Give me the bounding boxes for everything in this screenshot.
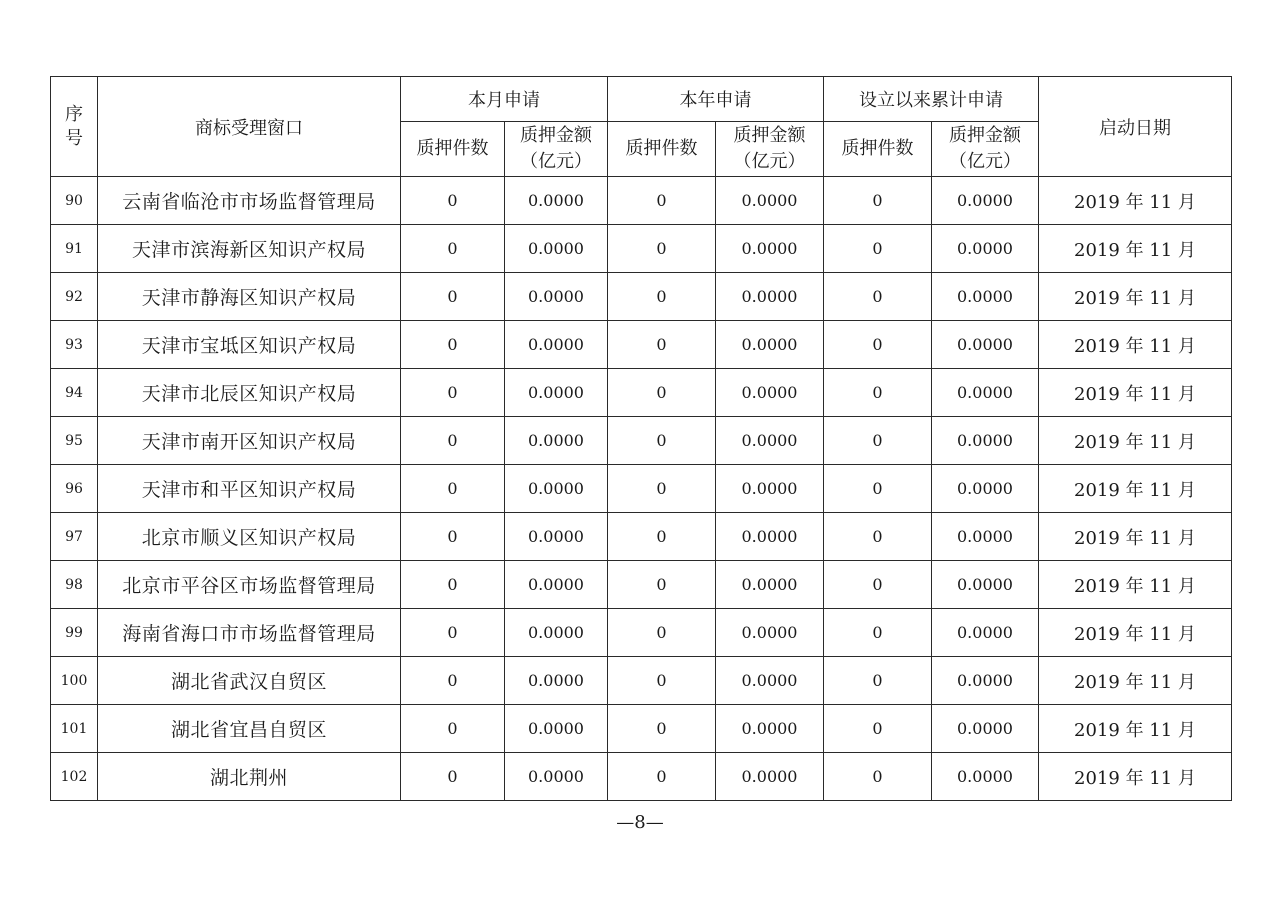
cell-seq: 92 (51, 273, 98, 321)
cell-total-count: 0 (824, 273, 932, 321)
cell-start-date: 2019 年 11 月 (1039, 657, 1232, 705)
cell-year-count: 0 (608, 177, 716, 225)
cell-month-amount: 0.0000 (505, 753, 608, 801)
header-month-amount: 质押金额 （亿元） (505, 122, 608, 177)
cell-window: 天津市北辰区知识产权局 (98, 369, 401, 417)
cell-month-count: 0 (401, 465, 505, 513)
cell-start-date: 2019 年 11 月 (1039, 705, 1232, 753)
cell-month-amount: 0.0000 (505, 609, 608, 657)
table-row (51, 609, 1232, 657)
cell-total-amount: 0.0000 (932, 225, 1039, 273)
header-seq: 序 号 (51, 77, 98, 177)
cell-total-amount: 0.0000 (932, 321, 1039, 369)
cell-month-amount: 0.0000 (505, 321, 608, 369)
cell-window: 天津市滨海新区知识产权局 (98, 225, 401, 273)
cell-year-amount: 0.0000 (716, 321, 824, 369)
cell-seq: 90 (51, 177, 98, 225)
cell-year-count: 0 (608, 753, 716, 801)
cell-seq: 98 (51, 561, 98, 609)
cell-seq: 101 (51, 705, 98, 753)
header-group-year: 本年申请 (608, 77, 824, 122)
header-window: 商标受理窗口 (98, 77, 401, 177)
cell-year-count: 0 (608, 561, 716, 609)
cell-total-count: 0 (824, 177, 932, 225)
cell-start-date: 2019 年 11 月 (1039, 321, 1232, 369)
cell-month-count: 0 (401, 225, 505, 273)
cell-total-count: 0 (824, 225, 932, 273)
cell-seq: 95 (51, 417, 98, 465)
cell-year-amount: 0.0000 (716, 705, 824, 753)
cell-month-count: 0 (401, 657, 505, 705)
cell-start-date: 2019 年 11 月 (1039, 369, 1232, 417)
cell-window: 天津市南开区知识产权局 (98, 417, 401, 465)
cell-year-count: 0 (608, 465, 716, 513)
cell-seq: 102 (51, 753, 98, 801)
cell-total-count: 0 (824, 561, 932, 609)
cell-seq: 97 (51, 513, 98, 561)
cell-total-count: 0 (824, 465, 932, 513)
cell-month-count: 0 (401, 369, 505, 417)
header-start-date: 启动日期 (1039, 77, 1232, 177)
cell-start-date: 2019 年 11 月 (1039, 177, 1232, 225)
cell-year-count: 0 (608, 369, 716, 417)
cell-window: 天津市静海区知识产权局 (98, 273, 401, 321)
table-row (51, 465, 1232, 513)
cell-year-count: 0 (608, 417, 716, 465)
cell-year-count: 0 (608, 273, 716, 321)
cell-seq: 91 (51, 225, 98, 273)
table-row (51, 705, 1232, 753)
cell-seq: 94 (51, 369, 98, 417)
header-total-amount: 质押金额 （亿元） (932, 122, 1039, 177)
cell-year-count: 0 (608, 321, 716, 369)
cell-month-amount: 0.0000 (505, 657, 608, 705)
table-row (51, 225, 1232, 273)
cell-seq: 93 (51, 321, 98, 369)
table-row (51, 753, 1232, 801)
cell-window: 天津市宝坻区知识产权局 (98, 321, 401, 369)
cell-month-count: 0 (401, 705, 505, 753)
cell-start-date: 2019 年 11 月 (1039, 513, 1232, 561)
cell-year-amount: 0.0000 (716, 561, 824, 609)
cell-year-count: 0 (608, 225, 716, 273)
cell-total-count: 0 (824, 321, 932, 369)
cell-total-amount: 0.0000 (932, 657, 1039, 705)
cell-total-amount: 0.0000 (932, 369, 1039, 417)
cell-start-date: 2019 年 11 月 (1039, 225, 1232, 273)
table-row (51, 513, 1232, 561)
cell-window: 云南省临沧市市场监督管理局 (98, 177, 401, 225)
cell-total-amount: 0.0000 (932, 705, 1039, 753)
table-row (51, 369, 1232, 417)
cell-total-amount: 0.0000 (932, 273, 1039, 321)
cell-total-amount: 0.0000 (932, 753, 1039, 801)
cell-month-amount: 0.0000 (505, 177, 608, 225)
cell-start-date: 2019 年 11 月 (1039, 417, 1232, 465)
cell-start-date: 2019 年 11 月 (1039, 465, 1232, 513)
cell-start-date: 2019 年 11 月 (1039, 753, 1232, 801)
cell-year-amount: 0.0000 (716, 465, 824, 513)
table-row (51, 417, 1232, 465)
cell-year-amount: 0.0000 (716, 657, 824, 705)
cell-year-amount: 0.0000 (716, 225, 824, 273)
cell-month-count: 0 (401, 177, 505, 225)
cell-window: 海南省海口市市场监督管理局 (98, 609, 401, 657)
cell-total-count: 0 (824, 753, 932, 801)
cell-month-amount: 0.0000 (505, 369, 608, 417)
cell-year-count: 0 (608, 705, 716, 753)
cell-start-date: 2019 年 11 月 (1039, 609, 1232, 657)
cell-month-amount: 0.0000 (505, 513, 608, 561)
table-row (51, 273, 1232, 321)
cell-year-count: 0 (608, 513, 716, 561)
cell-total-count: 0 (824, 417, 932, 465)
page-number: —8— (616, 812, 664, 833)
cell-month-count: 0 (401, 753, 505, 801)
cell-start-date: 2019 年 11 月 (1039, 273, 1232, 321)
cell-month-count: 0 (401, 273, 505, 321)
cell-total-count: 0 (824, 513, 932, 561)
cell-month-count: 0 (401, 417, 505, 465)
cell-month-amount: 0.0000 (505, 465, 608, 513)
cell-total-amount: 0.0000 (932, 465, 1039, 513)
header-group-month: 本月申请 (401, 77, 608, 122)
cell-seq: 100 (51, 657, 98, 705)
cell-seq: 99 (51, 609, 98, 657)
cell-month-count: 0 (401, 321, 505, 369)
cell-window: 北京市顺义区知识产权局 (98, 513, 401, 561)
pledge-statistics-table (50, 76, 1232, 801)
table-row (51, 177, 1232, 225)
header-total-count: 质押件数 (824, 122, 932, 177)
cell-window: 湖北省宜昌自贸区 (98, 705, 401, 753)
cell-total-count: 0 (824, 705, 932, 753)
cell-month-amount: 0.0000 (505, 273, 608, 321)
cell-total-count: 0 (824, 369, 932, 417)
cell-window: 湖北荆州 (98, 753, 401, 801)
cell-year-amount: 0.0000 (716, 369, 824, 417)
cell-month-amount: 0.0000 (505, 225, 608, 273)
cell-month-amount: 0.0000 (505, 561, 608, 609)
cell-year-amount: 0.0000 (716, 753, 824, 801)
header-group-total: 设立以来累计申请 (824, 77, 1039, 122)
cell-total-count: 0 (824, 609, 932, 657)
cell-year-amount: 0.0000 (716, 177, 824, 225)
cell-year-amount: 0.0000 (716, 513, 824, 561)
cell-total-amount: 0.0000 (932, 609, 1039, 657)
cell-total-count: 0 (824, 657, 932, 705)
cell-year-amount: 0.0000 (716, 609, 824, 657)
cell-year-count: 0 (608, 609, 716, 657)
header-year-count: 质押件数 (608, 122, 716, 177)
table-header (51, 77, 1232, 177)
cell-total-amount: 0.0000 (932, 513, 1039, 561)
cell-month-count: 0 (401, 609, 505, 657)
cell-year-amount: 0.0000 (716, 417, 824, 465)
header-year-amount: 质押金额 （亿元） (716, 122, 824, 177)
table-body (51, 177, 1232, 801)
cell-month-amount: 0.0000 (505, 705, 608, 753)
cell-seq: 96 (51, 465, 98, 513)
cell-total-amount: 0.0000 (932, 561, 1039, 609)
cell-year-count: 0 (608, 657, 716, 705)
table-row (51, 321, 1232, 369)
cell-start-date: 2019 年 11 月 (1039, 561, 1232, 609)
table-row (51, 657, 1232, 705)
cell-month-count: 0 (401, 513, 505, 561)
cell-month-count: 0 (401, 561, 505, 609)
cell-window: 湖北省武汉自贸区 (98, 657, 401, 705)
cell-total-amount: 0.0000 (932, 417, 1039, 465)
cell-total-amount: 0.0000 (932, 177, 1039, 225)
table-row (51, 561, 1232, 609)
cell-month-amount: 0.0000 (505, 417, 608, 465)
cell-window: 北京市平谷区市场监督管理局 (98, 561, 401, 609)
cell-window: 天津市和平区知识产权局 (98, 465, 401, 513)
cell-year-amount: 0.0000 (716, 273, 824, 321)
header-month-count: 质押件数 (401, 122, 505, 177)
